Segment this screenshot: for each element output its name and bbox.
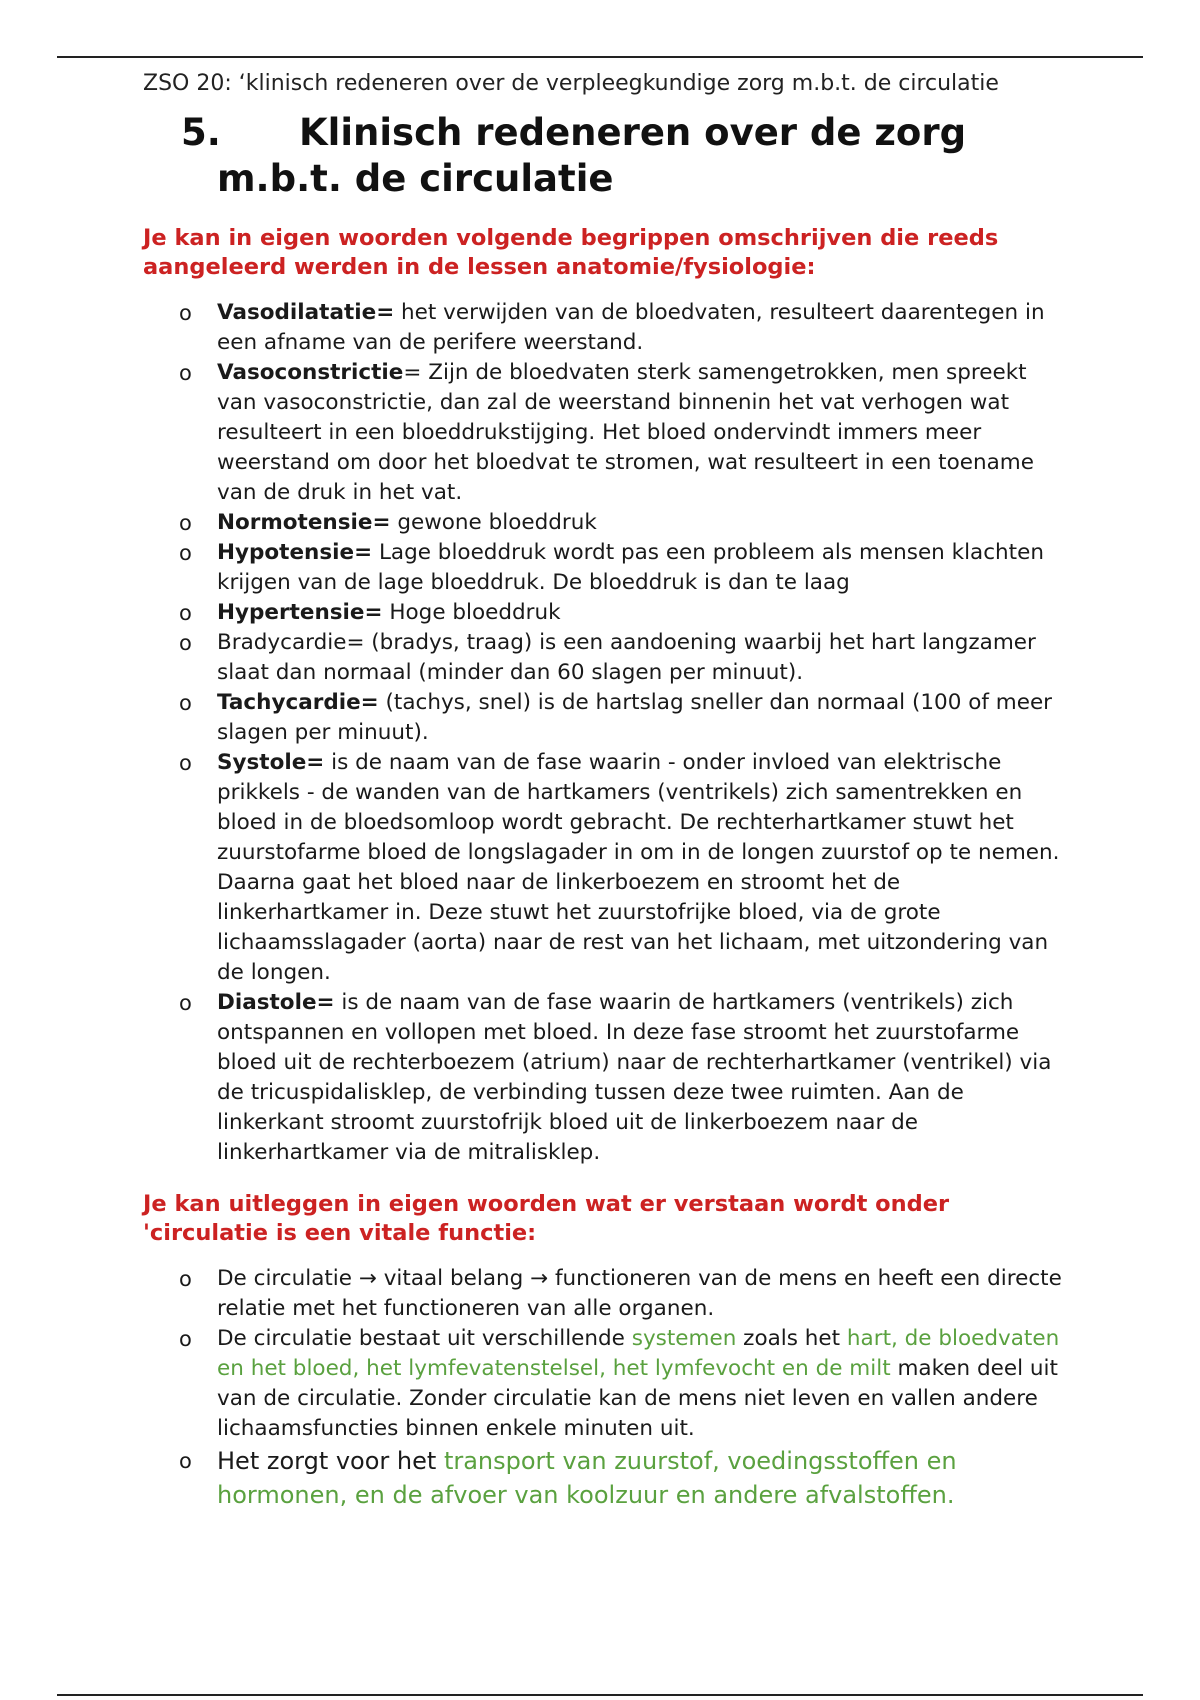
item-text: Het zorgt voor het <box>217 1447 444 1475</box>
bullet: o <box>179 991 192 1015</box>
definition: = Zijn de bloedvaten sterk samengetrokken, men spreekt van vasoconstrictie, dan zal de weerstand binnenin het vat verhogen wat resulteert in een bloeddrukstijging. Het bloed ondervindt immers meer weerstand om door het bloedvat te stromen, wat resulteert in een toename van de druk in het vat. <box>217 360 1034 505</box>
bullet: o <box>179 751 192 775</box>
list-item <box>143 298 1063 358</box>
section-title-text: Klinisch redeneren over de zorg m.b.t. de circulatie <box>217 111 967 200</box>
term: Hypotensie= <box>217 540 373 565</box>
term: Hypertensie= <box>217 600 383 625</box>
list-item <box>143 628 1063 688</box>
bullet: o <box>179 601 192 625</box>
definition: is de naam van de fase waarin de hartkamers (ventrikels) zich ontspannen en vollopen met bloed. In deze fase stroomt het zuurstofarme bloed uit de rechterboezem (atrium) naar de rechterhartkamer (ventrikel) via de tricuspidalisklep, de verbinding tussen deze twee ruimten. Aan de linkerkant stroomt zuurstofrijk bloed uit de linkerboezem naar de linkerhartkamer via de mitralisklep. <box>217 990 1052 1165</box>
highlight-text: systemen <box>631 1326 737 1351</box>
definition: Hoge bloeddruk <box>382 600 561 625</box>
document-header: ZSO 20: ‘klinisch redeneren over de verpleegkundige zorg m.b.t. de circulatie <box>143 71 999 96</box>
top-rule <box>57 56 1143 58</box>
term: Tachycardie= <box>217 690 379 715</box>
bullet: o <box>179 541 192 565</box>
section-number: 5. <box>181 111 221 154</box>
objective-heading-2: Je kan uitleggen in eigen woorden wat er verstaan wordt onder 'circulatie is een vitale functie: <box>143 1191 950 1246</box>
circulation-list <box>143 1264 1063 1512</box>
term: Normotensie= <box>217 510 391 535</box>
term: Vasodilatatie= <box>217 300 395 325</box>
item-text: De circulatie → vitaal belang → functioneren van de mens en heeft een directe relatie met het functioneren van alle organen. <box>217 1266 1062 1321</box>
section-title <box>143 110 1063 202</box>
definition: gewone bloeddruk <box>390 510 597 535</box>
bullet: o <box>179 1449 192 1473</box>
list-item <box>143 1264 1063 1324</box>
highlight-text: hart, de bloedvaten en het bloed, het lymfevatenstelsel, het lymfevocht en de milt <box>217 1326 1060 1381</box>
document-body <box>143 70 1063 1512</box>
bullet: o <box>179 1327 192 1351</box>
definitions-list <box>143 298 1063 1168</box>
term: Systole= <box>217 750 325 775</box>
bullet: o <box>179 511 192 535</box>
bullet: o <box>179 631 192 655</box>
item-text: De circulatie bestaat uit verschillende <box>217 1326 632 1351</box>
bullet: o <box>179 301 192 325</box>
term: Vasoconstrictie <box>217 360 404 385</box>
list-item <box>143 748 1063 988</box>
highlight-text: transport van zuurstof, voedingsstoffen en hormonen, en de afvoer van koolzuur en andere afvalstoffen. <box>217 1447 957 1509</box>
bullet: o <box>179 691 192 715</box>
definition: (tachys, snel) is de hartslag sneller dan normaal (100 of meer slagen per minuut). <box>217 690 1053 745</box>
definition: Lage bloeddruk wordt pas een probleem als mensen klachten krijgen van de lage bloeddruk. De bloeddruk is dan te laag <box>217 540 1044 595</box>
objective-heading-1: Je kan in eigen woorden volgende begrippen omschrijven die reeds aangeleerd werden in de lessen anatomie/fysiologie: <box>143 225 999 280</box>
term: Diastole= <box>217 990 335 1015</box>
list-item <box>143 1324 1063 1444</box>
item-text: maken deel uit van de circulatie. Zonder circulatie kan de mens niet leven en vallen andere lichaamsfuncties binnen enkele minuten uit. <box>217 1356 1058 1441</box>
definition: het verwijden van de bloedvaten, resulteert daarentegen in een afname van de perifere weerstand. <box>217 300 1045 355</box>
bullet: o <box>179 361 192 385</box>
bullet: o <box>179 1267 192 1291</box>
definition: Bradycardie= (bradys, traag) is een aandoening waarbij het hart langzamer slaat dan normaal (minder dan 60 slagen per minuut). <box>217 630 1036 685</box>
list-item <box>143 508 1063 538</box>
list-item <box>143 598 1063 628</box>
item-text: zoals het <box>736 1326 847 1351</box>
definition: is de naam van de fase waarin - onder invloed van elektrische prikkels - de wanden van de hartkamers (ventrikels) zich samentrekken en bloed in de bloedsomloop wordt gebracht. De rechterhartkamer stuwt het zuurstofarme bloed de longslagader in om in de longen zuurstof op te nemen. Daarna gaat het bloed naar de linkerboezem en stroomt het de linkerhartkamer in. Deze stuwt het zuurstofrijke bloed, via de grote lichaamsslagader (aorta) naar de rest van het lichaam, met uitzondering van de longen. <box>217 750 1060 985</box>
list-item <box>143 688 1063 748</box>
list-item <box>143 538 1063 598</box>
bottom-rule <box>57 1694 1143 1696</box>
list-item <box>143 988 1063 1168</box>
list-item <box>143 358 1063 508</box>
list-item <box>143 1444 1063 1512</box>
